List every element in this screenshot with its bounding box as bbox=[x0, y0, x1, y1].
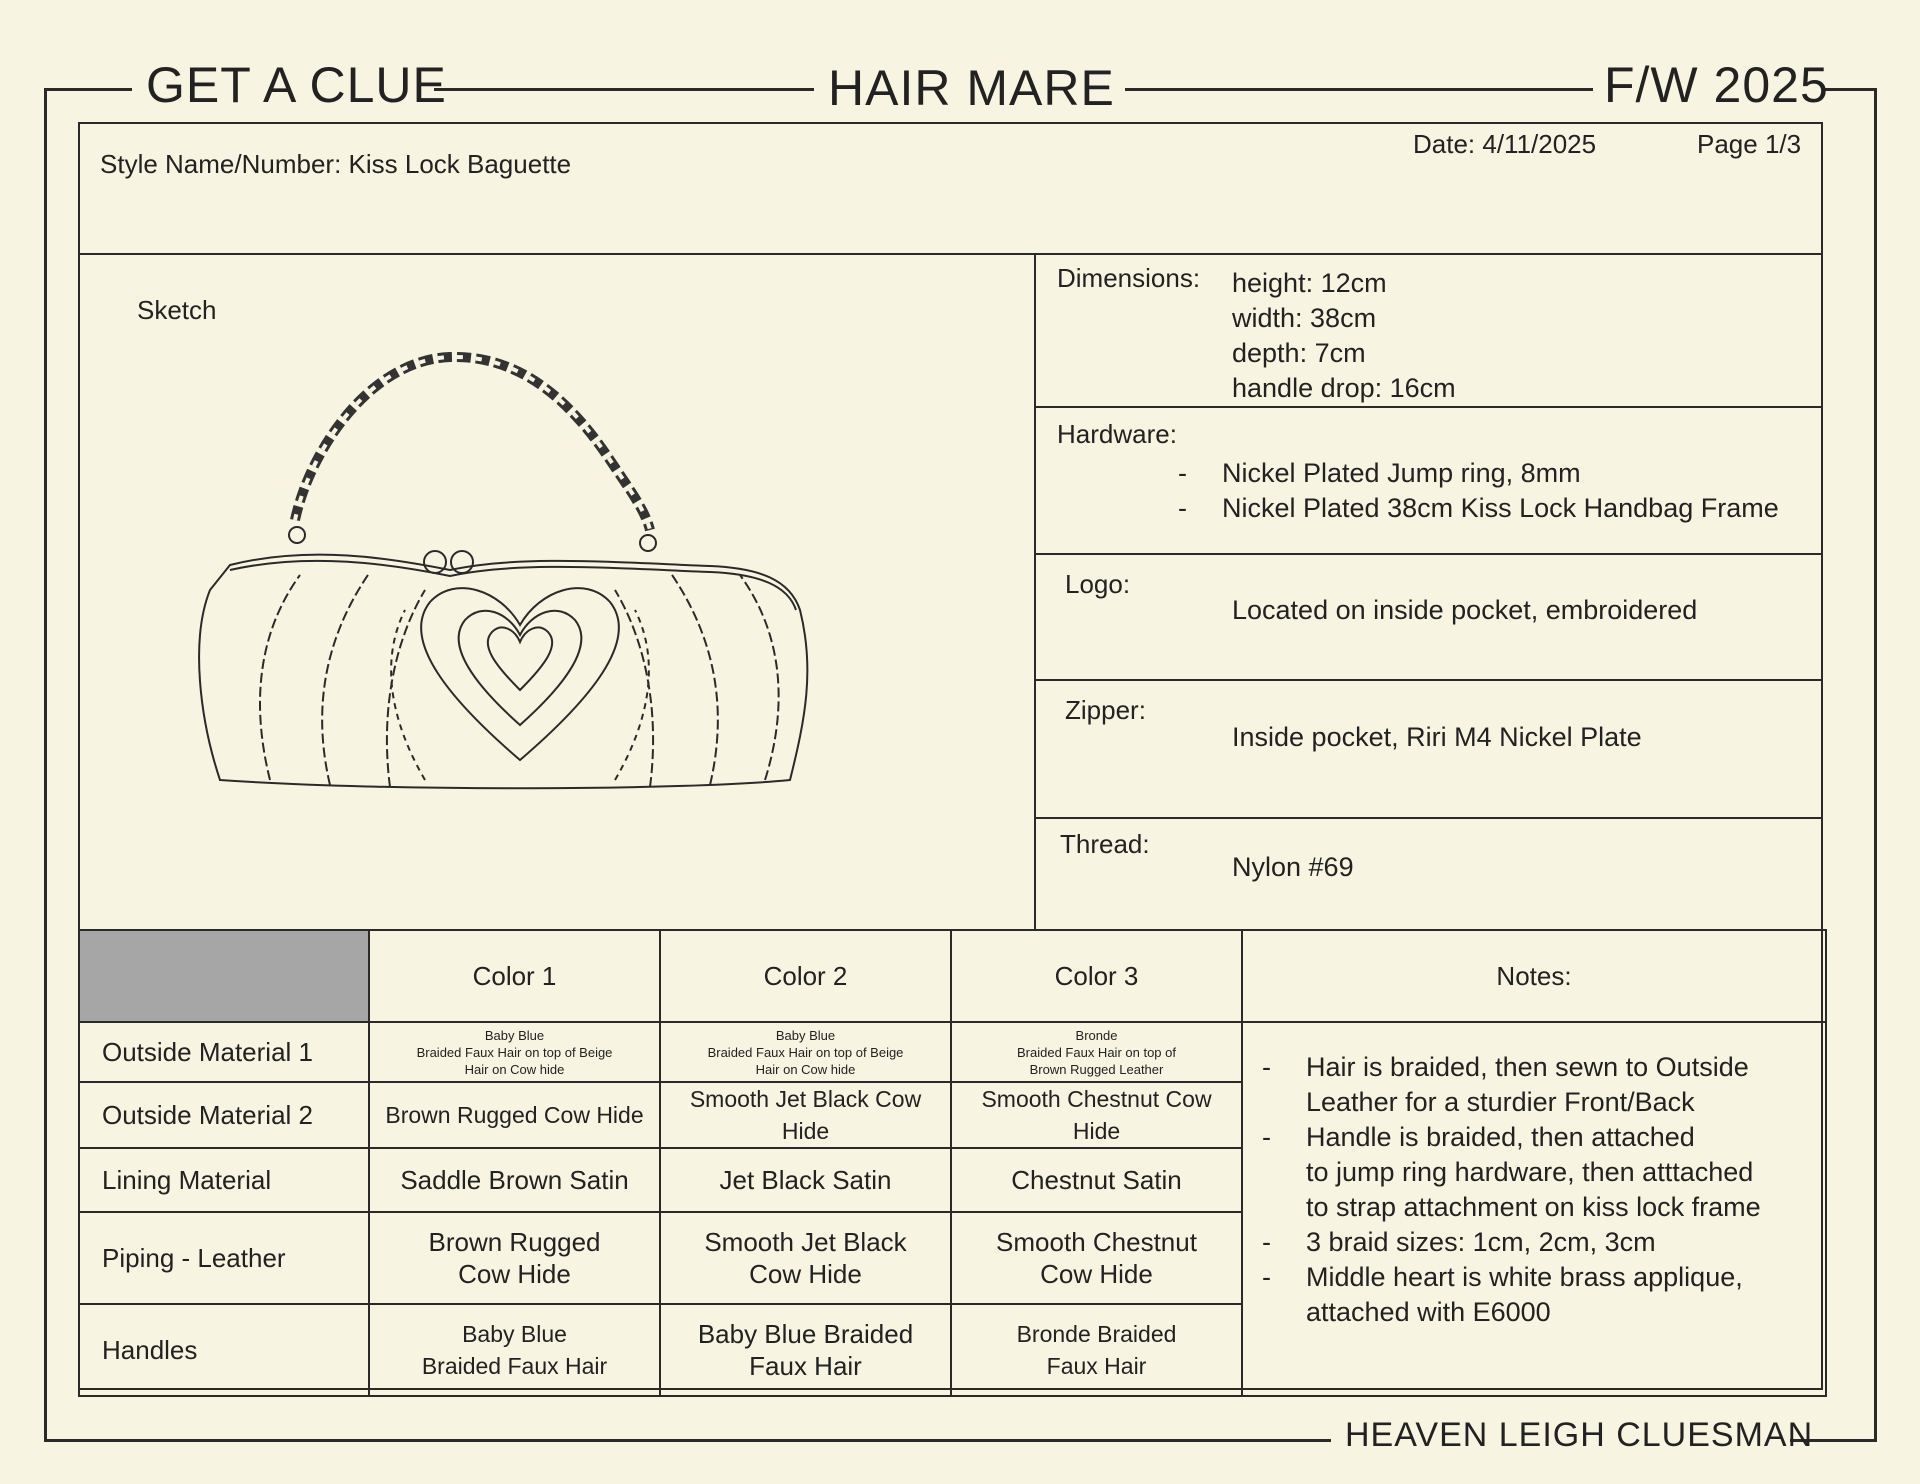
hardware-label: Hardware: bbox=[1057, 419, 1177, 449]
thread-value: Nylon #69 bbox=[1232, 852, 1354, 882]
row-label: Outside Material 2 bbox=[79, 1082, 369, 1148]
table-cell: Smooth Chestnut Cow Hide bbox=[951, 1082, 1242, 1148]
sketch-label: Sketch bbox=[137, 295, 217, 325]
table-cell: Smooth Chestnut Cow Hide bbox=[951, 1212, 1242, 1304]
logo-label: Logo: bbox=[1065, 569, 1131, 599]
frame-bottom-left-rule bbox=[44, 1439, 1331, 1442]
column-header: Color 3 bbox=[951, 930, 1242, 1022]
row-label: Lining Material bbox=[79, 1148, 369, 1212]
notes-header: Notes: bbox=[1242, 930, 1826, 1022]
collection-title: HAIR MARE bbox=[828, 60, 1115, 116]
season-title: F/W 2025 bbox=[1604, 57, 1829, 113]
frame-top-mid-rule-1 bbox=[434, 88, 814, 91]
dimension-depth: depth: 7cm bbox=[1232, 338, 1366, 368]
frame-top-mid-rule-2 bbox=[1125, 88, 1593, 91]
brand-title: GET A CLUE bbox=[146, 57, 447, 113]
zipper-value: Inside pocket, Riri M4 Nickel Plate bbox=[1232, 722, 1642, 752]
table-cell: Baby Blue Braided Faux Hair on top of Beige Hair on Cow hide bbox=[369, 1022, 660, 1082]
hardware-item: Nickel Plated Jump ring, 8mm bbox=[1222, 458, 1581, 488]
hardware-bullet: - bbox=[1178, 458, 1187, 488]
logo-value: Located on inside pocket, embroidered bbox=[1232, 595, 1698, 625]
dimension-handle-drop: handle drop: 16cm bbox=[1232, 373, 1456, 403]
spec-divider-4 bbox=[1034, 817, 1823, 819]
frame-top-left-rule bbox=[44, 88, 132, 91]
row-label: Handles bbox=[79, 1304, 369, 1396]
table-cell: Baby Blue Braided Faux Hair bbox=[660, 1304, 951, 1396]
table-cell: Smooth Jet Black Cow Hide bbox=[660, 1212, 951, 1304]
hardware-item: Nickel Plated 38cm Kiss Lock Handbag Frame bbox=[1222, 493, 1779, 523]
handbag-sketch bbox=[190, 340, 890, 820]
header-blank-cell bbox=[79, 930, 369, 1022]
note-item: - 3 braid sizes: 1cm, 2cm, 3cm bbox=[1262, 1227, 1656, 1257]
column-header: Color 2 bbox=[660, 930, 951, 1022]
thread-label: Thread: bbox=[1060, 829, 1150, 859]
date: Date: 4/11/2025 bbox=[1413, 129, 1597, 159]
frame-right-rule bbox=[1874, 88, 1877, 1442]
table-cell: Bronde Braided Faux Hair bbox=[951, 1304, 1242, 1396]
spec-divider-1 bbox=[1034, 406, 1823, 408]
zipper-label: Zipper: bbox=[1065, 695, 1146, 725]
designer-name: HEAVEN LEIGH CLUESMAN bbox=[1345, 1416, 1814, 1454]
table-cell: Chestnut Satin bbox=[951, 1148, 1242, 1212]
table-cell: Brown Rugged Cow Hide bbox=[369, 1212, 660, 1304]
dimension-width: width: 38cm bbox=[1232, 303, 1377, 333]
table-cell: Baby Blue Braided Faux Hair on top of Beige Hair on Cow hide bbox=[660, 1022, 951, 1082]
row-label: Piping - Leather bbox=[79, 1212, 369, 1304]
table-cell: Saddle Brown Satin bbox=[369, 1148, 660, 1212]
table-cell: Jet Black Satin bbox=[660, 1148, 951, 1212]
table-cell: Bronde Braided Faux Hair on top of Brown Rugged Leather bbox=[951, 1022, 1242, 1082]
style-name: Style Name/Number: Kiss Lock Baguette bbox=[100, 149, 572, 179]
spec-divider-3 bbox=[1034, 679, 1823, 681]
page-number: Page 1/3 bbox=[1697, 129, 1802, 159]
frame-top-right-rule bbox=[1823, 88, 1877, 91]
row-label: Outside Material 1 bbox=[79, 1022, 369, 1082]
dimension-height: height: 12cm bbox=[1232, 268, 1387, 298]
table-cell: Brown Rugged Cow Hide bbox=[369, 1082, 660, 1148]
note-item: - Middle heart is white brass applique, attached with E6000 bbox=[1262, 1262, 1743, 1327]
frame-left-rule bbox=[44, 88, 47, 1442]
sketch-spec-divider bbox=[1034, 253, 1036, 930]
hardware-bullet: - bbox=[1178, 493, 1187, 523]
table-cell: Smooth Jet Black Cow Hide bbox=[660, 1082, 951, 1148]
style-row-divider bbox=[78, 253, 1823, 255]
dimensions-label: Dimensions: bbox=[1057, 263, 1201, 293]
note-item: - Handle is braided, then attached to jump ring hardware, then atttached to strap attachment on kiss lock frame bbox=[1262, 1122, 1761, 1222]
table-header-row bbox=[79, 930, 1826, 1022]
column-header: Color 1 bbox=[369, 930, 660, 1022]
notes-list bbox=[1242, 1050, 1802, 1330]
table-cell: Baby Blue Braided Faux Hair bbox=[369, 1304, 660, 1396]
spec-divider-2 bbox=[1034, 553, 1823, 555]
note-item: - Hair is braided, then sewn to Outside Leather for a sturdier Front/Back bbox=[1262, 1052, 1749, 1117]
